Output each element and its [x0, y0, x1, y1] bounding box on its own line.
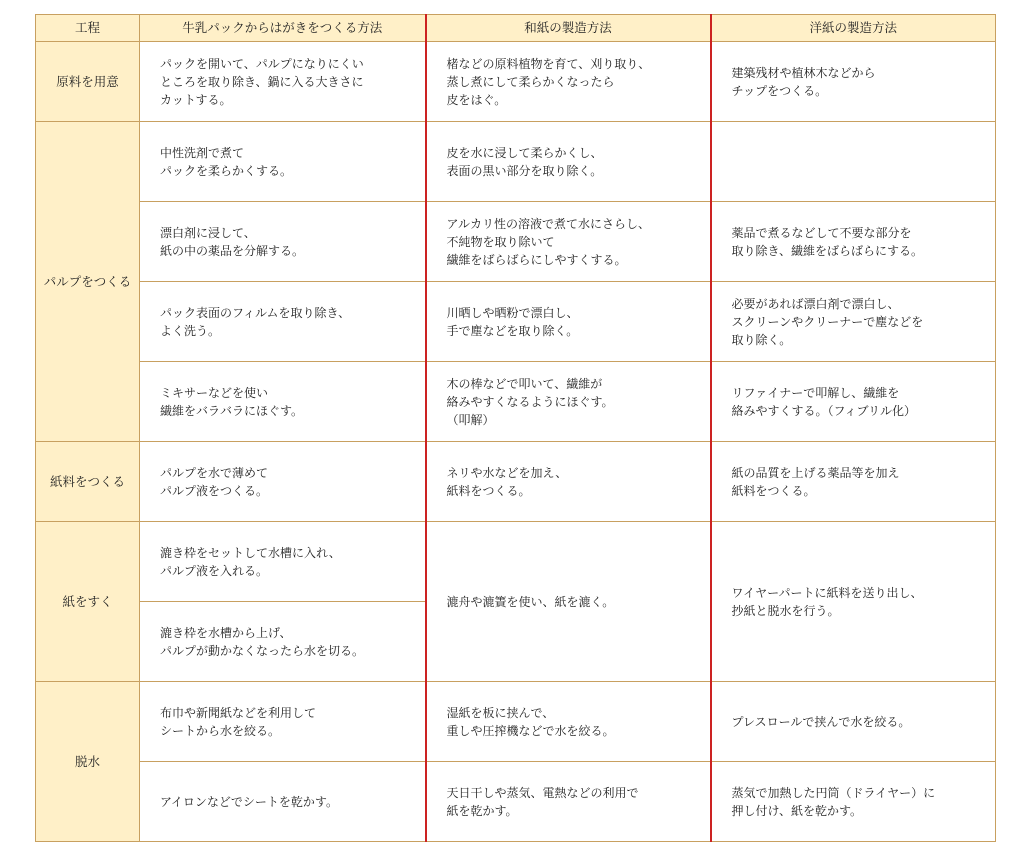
- stage-make-pulp: パルプをつくる: [36, 122, 140, 442]
- table-row: [36, 122, 996, 202]
- header-row: [36, 15, 996, 42]
- washi-step-cell: 川晒しや晒粉で漂白し、 手で塵などを取り除く。: [426, 282, 711, 362]
- washi-step-cell: 天日干しや蒸気、電熱などの利用で 紙を乾かす。: [426, 762, 711, 842]
- youshi-step-cell: プレスロールで挟んで水を絞る。: [711, 682, 996, 762]
- washi-step-cell: 楮などの原料植物を育て、刈り取り、 蒸し煮にして柔らかくなったら 皮をはぐ。: [426, 42, 711, 122]
- table-row: [36, 282, 996, 362]
- table-row: [36, 362, 996, 442]
- stage-make-stock: 紙料をつくる: [36, 442, 140, 522]
- washi-step-cell: ネリや水などを加え、 紙料をつくる。: [426, 442, 711, 522]
- header-youshi-method: 洋紙の製造方法: [711, 15, 996, 42]
- stage-dewatering: 脱水: [36, 682, 140, 842]
- milk-step-cell: アイロンなどでシートを乾かす。: [140, 762, 426, 842]
- table-row: [36, 442, 996, 522]
- milk-step-cell: ミキサーなどを使い 繊維をバラバラにほぐす。: [140, 362, 426, 442]
- youshi-step-cell: 建築残材や植林木などから チップをつくる。: [711, 42, 996, 122]
- stage-prepare-material: 原料を用意: [36, 42, 140, 122]
- milk-step-cell: 布巾や新聞紙などを利用して シートから水を絞る。: [140, 682, 426, 762]
- table-row: [36, 682, 996, 762]
- youshi-step-cell: 必要があれば漂白剤で漂白し、 スクリーンやクリーナーで塵などを 取り除く。: [711, 282, 996, 362]
- milk-step-cell: パルプを水で薄めて パルプ液をつくる。: [140, 442, 426, 522]
- table-row: [36, 202, 996, 282]
- header-process: 工程: [36, 15, 140, 42]
- milk-step-cell: 漉き枠を水槽から上げ、 パルプが動かなくなったら水を切る。: [140, 602, 426, 682]
- washi-step-cell: アルカリ性の溶液で煮て水にさらし、 不純物を取り除いて 繊維をばらばらにしやすくする。: [426, 202, 711, 282]
- milk-step-cell: パック表面のフィルムを取り除き、 よく洗う。: [140, 282, 426, 362]
- process-comparison-table-wrapper: [35, 14, 996, 842]
- header-washi-method: 和紙の製造方法: [426, 15, 711, 42]
- process-comparison-table: [35, 14, 996, 842]
- washi-step-cell: 木の棒などで叩いて、繊維が 絡みやすくなるようにほぐす。 （叩解）: [426, 362, 711, 442]
- milk-step-cell: 漂白剤に浸して、 紙の中の薬品を分解する。: [140, 202, 426, 282]
- youshi-step-cell: [711, 122, 996, 202]
- milk-step-cell: 中性洗剤で煮て パックを柔らかくする。: [140, 122, 426, 202]
- youshi-step-cell: 蒸気で加熱した円筒（ドライヤー）に 押し付け、紙を乾かす。: [711, 762, 996, 842]
- table-row: [36, 522, 996, 602]
- youshi-step-cell: ワイヤーパートに紙料を送り出し、 抄紙と脱水を行う。: [711, 522, 996, 682]
- washi-step-cell: 皮を水に浸して柔らかくし、 表面の黒い部分を取り除く。: [426, 122, 711, 202]
- milk-step-cell: パックを開いて、パルプになりにくい ところを取り除き、鍋に入る大きさに カットする。: [140, 42, 426, 122]
- youshi-step-cell: リファイナーで叩解し、繊維を 絡みやすくする。（フィブリル化）: [711, 362, 996, 442]
- youshi-step-cell: 薬品で煮るなどして不要な部分を 取り除き、繊維をばらばらにする。: [711, 202, 996, 282]
- header-milk-carton-method: 牛乳パックからはがきをつくる方法: [140, 15, 426, 42]
- youshi-step-cell: 紙の品質を上げる薬品等を加え 紙料をつくる。: [711, 442, 996, 522]
- stage-papermaking: 紙をすく: [36, 522, 140, 682]
- table-row: [36, 762, 996, 842]
- milk-step-cell: 漉き枠をセットして水槽に入れ、 パルプ液を入れる。: [140, 522, 426, 602]
- washi-step-cell: 漉舟や漉簀を使い、紙を漉く。: [426, 522, 711, 682]
- table-row: [36, 42, 996, 122]
- washi-step-cell: 湿紙を板に挟んで、 重しや圧搾機などで水を絞る。: [426, 682, 711, 762]
